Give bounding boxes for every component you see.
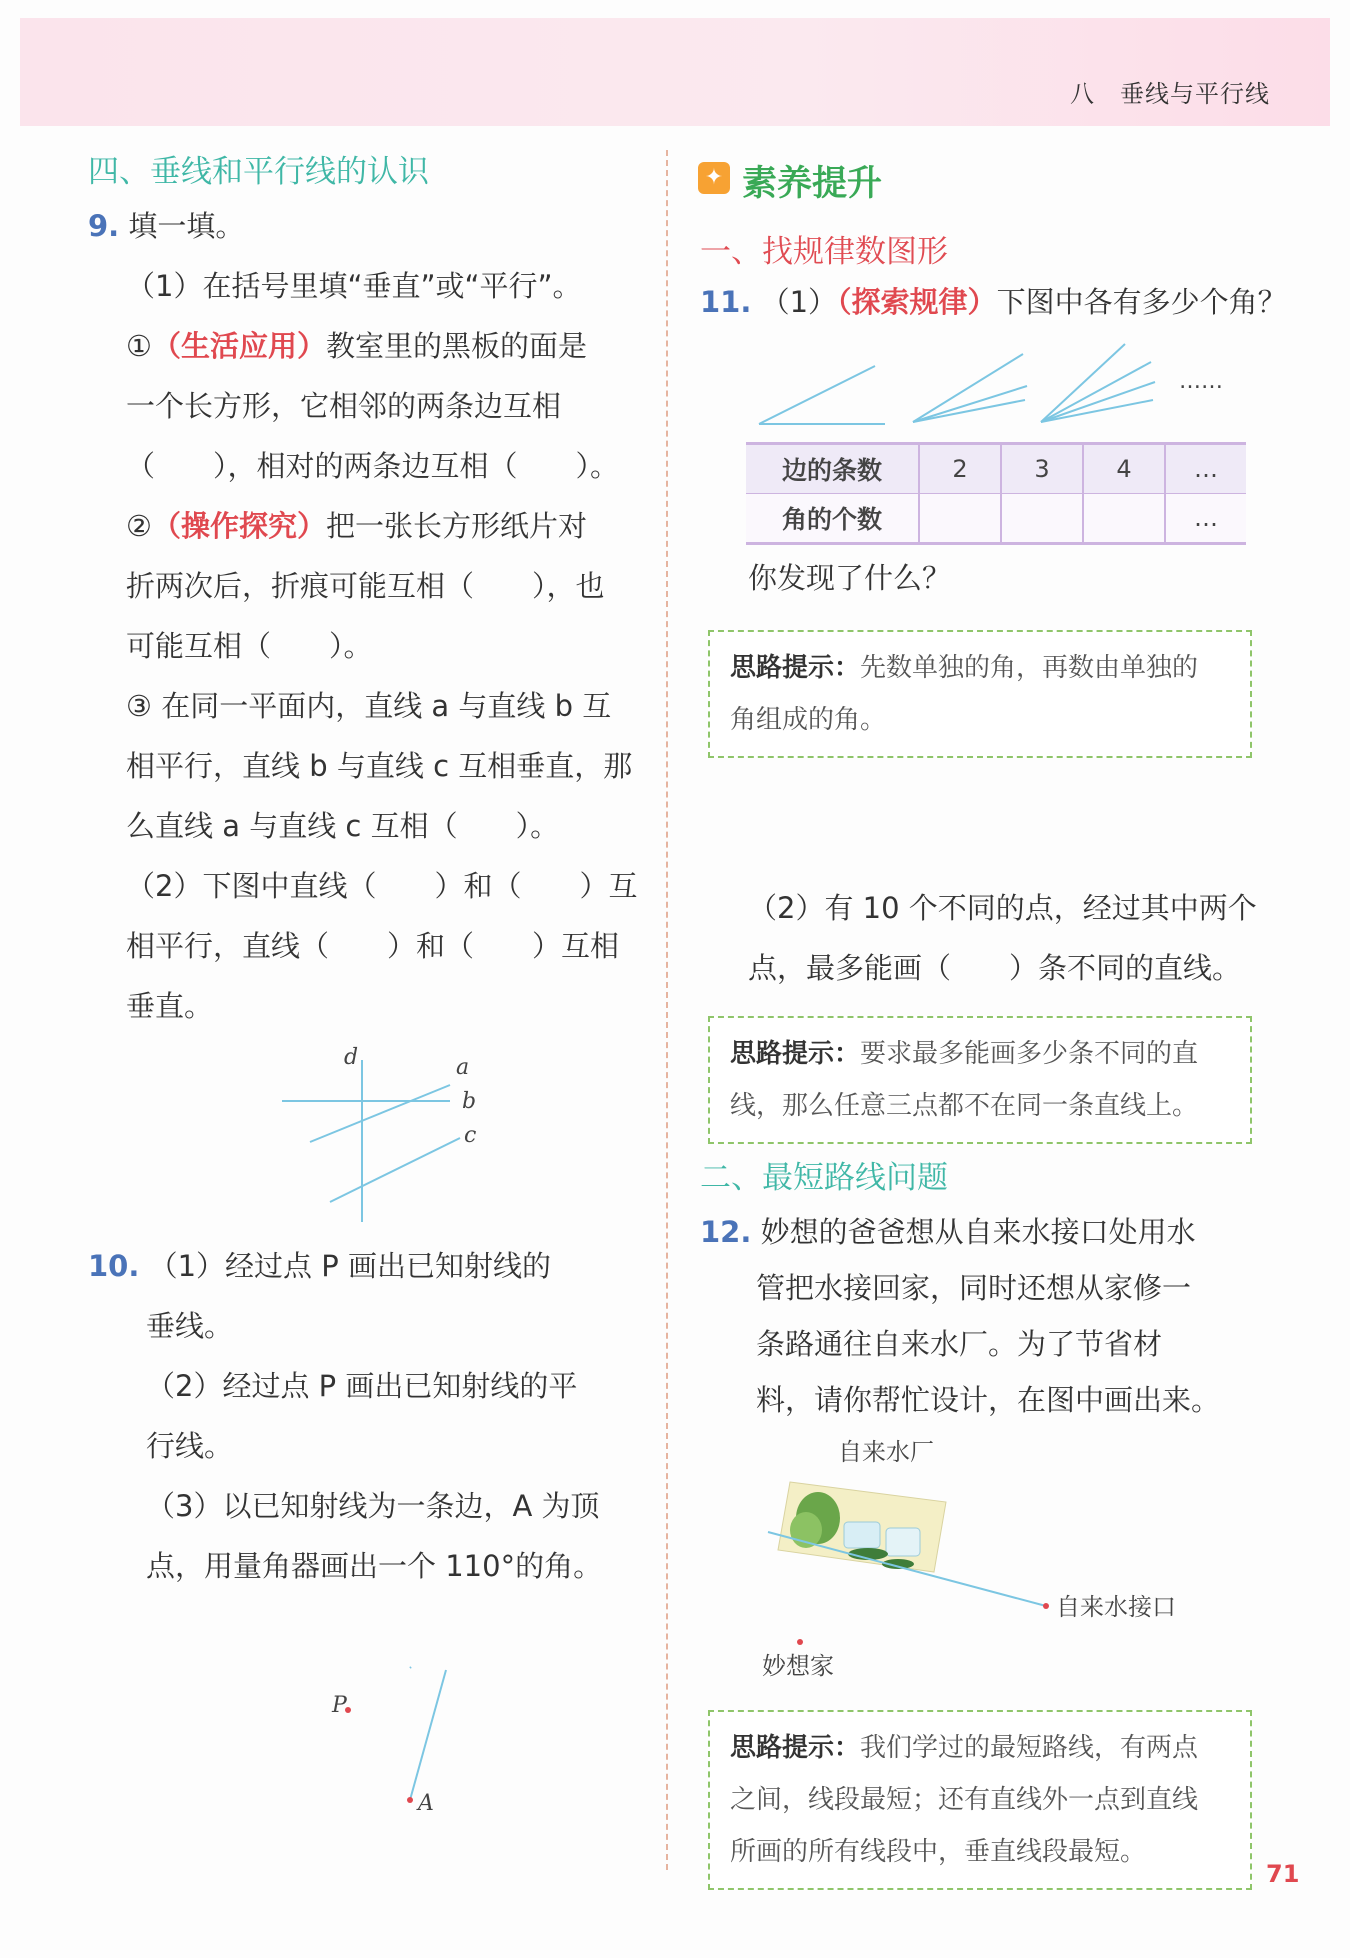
table-cell: 2	[919, 445, 1001, 494]
angle-group-3-sides	[913, 354, 1027, 422]
hint-label: 思路提示：	[730, 1039, 861, 1069]
outlet-point	[1043, 1603, 1049, 1609]
q11-table-wrap	[746, 442, 1246, 545]
q12-line3: 条路通往自来水厂。为了节省材	[756, 1327, 1163, 1361]
q9-number: 9.	[88, 209, 120, 243]
q9-lines-figure	[270, 1040, 500, 1230]
q9-item1-text: 教室里的黑板的面是	[326, 329, 588, 363]
q9-item2-line3: 可能互相（ ）。	[126, 629, 373, 663]
label-d: d	[344, 1045, 359, 1070]
q11-part1-pre: （1）	[760, 285, 838, 319]
label-p: P	[332, 1693, 347, 1718]
q9-item1-line2: 一个长方形，它相邻的两条边互相	[126, 389, 562, 423]
line-c	[330, 1138, 460, 1202]
brand-section-title: 素养提升	[742, 164, 883, 204]
q9-item3-line3: 么直线 a 与直线 c 互相（ ）。	[126, 809, 560, 843]
table-cell: 3	[1001, 445, 1083, 494]
q12-line2: 管把水接回家，同时还想从家修一	[756, 1271, 1192, 1305]
page-number: 71	[1266, 1860, 1300, 1888]
table-cell: …	[1165, 445, 1246, 494]
column-divider	[666, 150, 668, 1870]
q10-part3-line2: 点，用量角器画出一个 110°的角。	[146, 1549, 603, 1583]
answer-cell[interactable]	[1001, 494, 1083, 543]
hint-text: 要求最多能画多少条不同的直	[860, 1039, 1199, 1069]
q9-part1-intro: （1）在括号里填“垂直”或“平行”。	[126, 269, 582, 303]
q9-item2-line2: 折两次后，折痕可能互相（ ），也	[126, 569, 605, 603]
q12-number: 12.	[700, 1215, 752, 1249]
table-row	[746, 445, 1246, 494]
q9-title: 填一填。	[128, 209, 245, 243]
answer-cell[interactable]	[1083, 494, 1165, 543]
row1-label: 边的条数	[746, 445, 919, 494]
q12-map-figure	[756, 1430, 1216, 1690]
q11-table	[746, 445, 1246, 542]
outlet-label: 自来水接口	[1056, 1593, 1176, 1621]
hint-box-1	[708, 630, 1252, 758]
q11-number: 11.	[700, 285, 752, 319]
hint-label: 思路提示：	[730, 1733, 861, 1763]
hint-text: 线，那么任意三点都不在同一条直线上。	[730, 1091, 1199, 1121]
q10-part1-line2: 垂线。	[146, 1309, 234, 1343]
hint-text: 角组成的角。	[730, 705, 887, 735]
angle-group-4-sides	[1041, 344, 1155, 422]
q10-part2-line2: 行线。	[146, 1429, 234, 1463]
answer-cell[interactable]	[919, 494, 1001, 543]
q9-part2-line3: 垂直。	[126, 989, 214, 1023]
q10-number: 10.	[88, 1249, 140, 1283]
q9-item3-line2: 相平行，直线 b 与直线 c 互相垂直，那	[126, 749, 633, 783]
q9-item1-line3: （ ），相对的两条边互相（ ）。	[126, 449, 620, 483]
q11-part1-tag: （探索规律）	[837, 285, 997, 319]
table-cell: …	[1165, 494, 1246, 543]
q11-angles-figure	[755, 338, 1265, 428]
q11-part1-text: 下图中各有多少个角？	[996, 285, 1287, 319]
label-a: a	[456, 1055, 470, 1080]
q11-question: 你发现了什么？	[748, 561, 952, 595]
row2-label: 角的个数	[746, 494, 919, 543]
q12-line1	[700, 1202, 1196, 1262]
table-row	[746, 494, 1246, 543]
known-ray	[410, 1670, 446, 1800]
q9-part2-line1: （2）下图中直线（ ）和（ ）互	[126, 869, 638, 903]
angle-group-2-sides	[759, 366, 885, 424]
section-2-title: 二、最短路线问题	[700, 1160, 948, 1196]
q10-part2-line1: （2）经过点 P 画出已知射线的平	[146, 1369, 578, 1403]
section-1-title: 一、找规律数图形	[700, 234, 948, 270]
q12-line4: 料，请你帮忙设计，在图中画出来。	[756, 1383, 1221, 1417]
hint-text: 所画的所有线段中，垂直线段最短。	[730, 1837, 1147, 1867]
hint-text: 先数单独的角，再数由单独的	[860, 653, 1199, 683]
label-b: b	[462, 1089, 477, 1114]
q10-line1	[88, 1236, 551, 1296]
q9-heading	[88, 196, 244, 256]
label-c: c	[464, 1123, 477, 1148]
q11-part2-line2: 点，最多能画（ ）条不同的直线。	[748, 951, 1242, 985]
q9-part2-line2: 相平行，直线（ ）和（ ）互相	[126, 929, 620, 963]
q9-item2-tag: （操作探究）	[152, 509, 327, 543]
q9-item1-tag: （生活应用）	[152, 329, 327, 363]
q10-part3-line1: （3）以已知射线为一条边，A 为顶	[146, 1489, 600, 1523]
chapter-title: 八 垂线与平行线	[1070, 80, 1270, 108]
header-band	[20, 18, 1330, 126]
q11-part2-line1: （2）有 10 个不同的点，经过其中两个	[748, 891, 1257, 925]
hint-label: 思路提示：	[730, 653, 861, 683]
q9-item2-text: 把一张长方形纸片对	[326, 509, 588, 543]
q10-part1-text: （1）经过点 P 画出已知射线的	[148, 1249, 551, 1283]
label-a-point: A	[418, 1791, 434, 1816]
point-a	[407, 1797, 413, 1803]
figure-ellipsis: ……	[1179, 369, 1223, 394]
q9-item1-line1	[126, 316, 587, 376]
hint-text: 我们学过的最短路线，有两点	[860, 1733, 1199, 1763]
q9-item3-line1: ③ 在同一平面内，直线 a 与直线 b 互	[126, 689, 612, 723]
waterworks-picture	[778, 1482, 946, 1572]
table-cell: 4	[1083, 445, 1165, 494]
q11-line1	[700, 272, 1287, 332]
home-label: 妙想家	[762, 1652, 834, 1680]
home-point	[797, 1639, 803, 1645]
hint-box-3	[708, 1710, 1252, 1890]
q12-text: 妙想的爸爸想从自来水接口处用水	[760, 1215, 1196, 1249]
hint-box-2	[708, 1016, 1252, 1144]
hint-text: 之间，线段最短；还有直线外一点到直线	[730, 1785, 1199, 1815]
section-4-title: 四、垂线和平行线的认识	[88, 154, 429, 190]
q9-item1-num: ①	[126, 329, 152, 363]
q9-item2-line1	[126, 496, 587, 556]
waterworks-label: 自来水厂	[838, 1438, 934, 1466]
q9-item2-num: ②	[126, 509, 152, 543]
q10-ray-figure	[310, 1660, 470, 1820]
line-a	[310, 1085, 450, 1142]
lightbulb-person-icon: ✦	[698, 162, 730, 194]
